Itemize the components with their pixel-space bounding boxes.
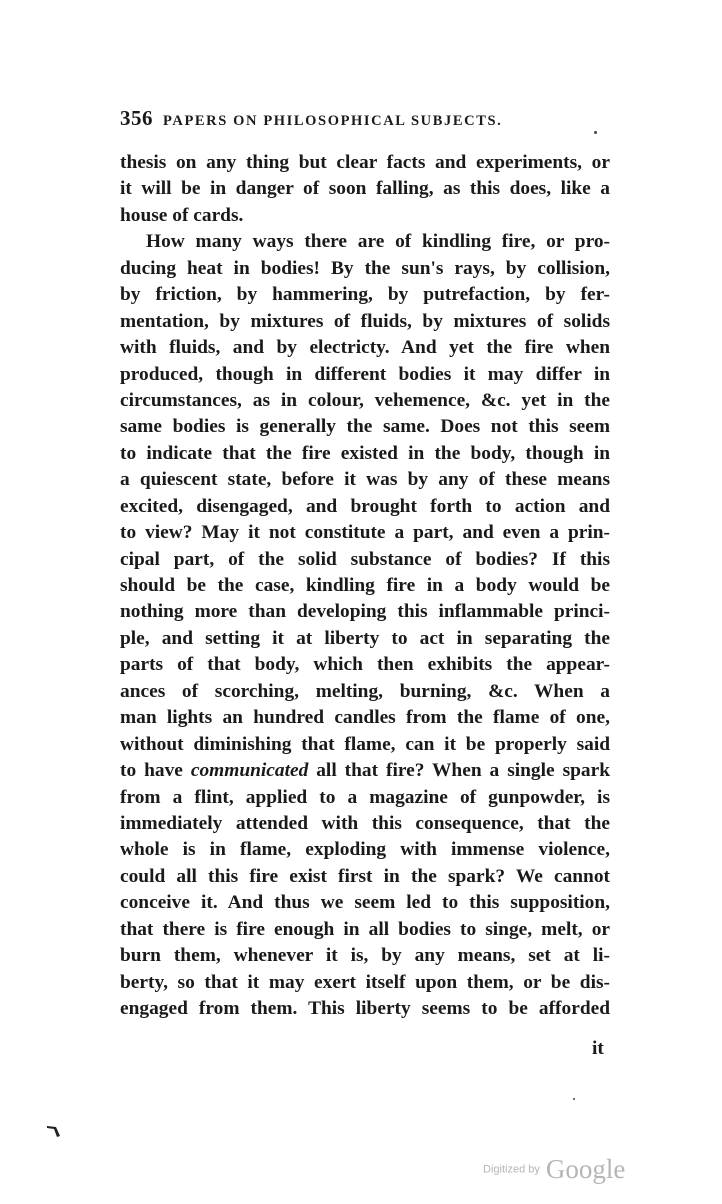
text-line: berty, so that it may exert itself upon them, or be dis- (120, 971, 610, 993)
text-line: to indicate that the fire existed in the body, though in (120, 442, 610, 464)
text-line: circumstances, as in colour, vehemence, &c. yet in the (120, 389, 610, 411)
text-line-with-italic (120, 758, 610, 784)
text-line: mentation, by mixtures of fluids, by mixtures of solids (120, 310, 610, 332)
text-line: cipal part, of the solid substance of bodies? If this (120, 548, 610, 570)
text-line: thesis on any thing but clear facts and experiments, or (120, 152, 610, 173)
watermark-prefix: Digitized by (483, 1163, 540, 1176)
scan-edge-mark (46, 1124, 66, 1138)
ink-speck (594, 131, 597, 134)
text-line: it will be in danger of soon falling, as this does, like a (120, 178, 610, 200)
text-line: house of cards. (120, 204, 244, 226)
text-line: burn them, whenever it is, by any means, set at li- (120, 945, 610, 967)
page-number: 356 (120, 106, 153, 130)
text-line: a quiescent state, before it was by any of these means (120, 469, 610, 491)
text-line: could all this fire exist first in the spark? We cannot (120, 865, 610, 887)
text-line: by friction, by hammering, by putrefaction, by fer- (120, 284, 610, 306)
text-line: ducing heat in bodies! By the sun's rays, by collision, (120, 257, 610, 279)
italic-emphasis: communicated (190, 760, 309, 782)
text-line: nothing more than developing this inflammable princi- (120, 601, 610, 623)
ink-speck (573, 1098, 575, 1100)
catchword: it (592, 1038, 604, 1059)
text-line: produced, though in different bodies it may differ in (120, 363, 610, 385)
text-line: excited, disengaged, and brought forth to action and (120, 495, 610, 517)
text-line: from a flint, applied to a magazine of gunpowder, is (120, 786, 610, 808)
text-line: engaged from them. This liberty seems to be afforded (120, 998, 610, 1019)
text-line: without diminishing that flame, can it be properly said (120, 733, 610, 755)
line-text: all that fire? When a single spark (308, 760, 610, 782)
text-line: with fluids, and by electricty. And yet the fire when (120, 337, 610, 359)
text-line: should be the case, kindling fire in a body would be (120, 575, 610, 596)
text-line: parts of that body, which then exhibits the appear- (120, 654, 610, 676)
text-line: that there is fire enough in all bodies to singe, melt, or (120, 918, 610, 940)
text-line: whole is in flame, exploding with immense violence, (120, 839, 610, 861)
body-text (120, 150, 610, 1022)
line-text: to have (120, 760, 191, 782)
paragraph-first-line: How many ways there are of kindling fire, or pro- (146, 231, 610, 253)
text-line: same bodies is generally the same. Does not this seem (120, 416, 610, 438)
text-line: conceive it. And thus we seem led to this supposition, (120, 892, 610, 914)
digitized-watermark (483, 1154, 625, 1185)
google-logo: Google (545, 1154, 626, 1184)
running-title: PAPERS ON PHILOSOPHICAL SUBJECTS. (163, 113, 503, 129)
page-header (120, 106, 610, 136)
text-line: ances of scorching, melting, burning, &c. When a (120, 680, 610, 702)
text-line: ple, and setting it at liberty to act in separating the (120, 627, 610, 649)
text-line: to view? May it not constitute a part, and even a prin- (120, 522, 610, 544)
text-line: immediately attended with this consequence, that the (120, 812, 610, 834)
text-line: man lights an hundred candles from the flame of one, (120, 707, 610, 729)
